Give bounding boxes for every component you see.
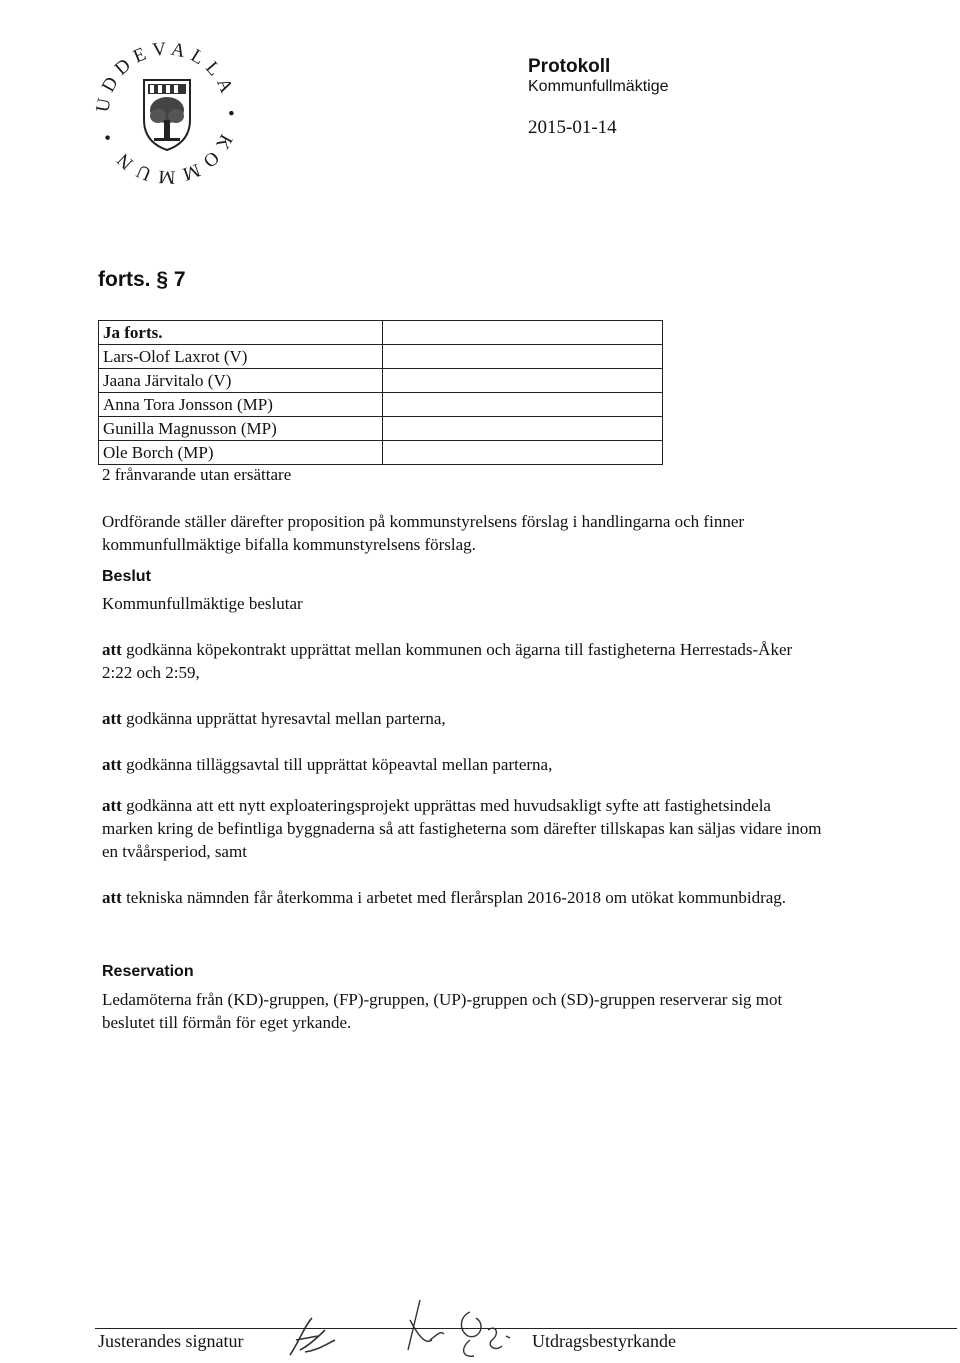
decision-item: [102, 638, 822, 684]
vote-value-cell: [383, 393, 663, 417]
vote-value-cell: [383, 441, 663, 465]
beslut-intro: Kommunfullmäktige beslutar: [102, 594, 303, 613]
beslut-heading: Beslut: [102, 568, 151, 585]
vote-name-cell: Ja forts.: [99, 321, 383, 345]
att-keyword: att: [102, 796, 122, 815]
att-keyword: att: [102, 709, 122, 728]
signature-line: [95, 1328, 957, 1329]
decision-item: [102, 794, 822, 863]
decision-item: [102, 753, 822, 776]
svg-text:UDDEVALLA • KOMMUN •: UDDEVALLA • KOMMUN •: [92, 38, 242, 188]
decision-text: godkänna köpekontrakt upprättat mellan kommunen och ägarna till fastigheterna Herrestads-Åker 2:22 och 2:59,: [102, 640, 793, 682]
vote-name-cell: Jaana Järvitalo (V): [99, 369, 383, 393]
vote-name-cell: Lars-Olof Laxrot (V): [99, 345, 383, 369]
absent-note: 2 frånvarande utan ersättare: [102, 465, 292, 484]
att-keyword: att: [102, 640, 122, 659]
utdragsbestyrkande-label: Utdragsbestyrkande: [532, 1331, 676, 1351]
reservation-text: Ledamöterna från (KD)-gruppen, (FP)-gruppen, (UP)-gruppen och (SD)-gruppen reserverar sig mot beslutet till förmån för eget yrkande.: [102, 990, 783, 1032]
table-row: [99, 441, 663, 465]
reservation-heading: Reservation: [102, 963, 194, 980]
document-type-title: Protokoll: [528, 56, 611, 77]
table-row: [99, 393, 663, 417]
table-row: [99, 369, 663, 393]
vote-value-cell: [383, 345, 663, 369]
vote-value-cell: [383, 369, 663, 393]
att-keyword: att: [102, 755, 122, 774]
section-heading: forts. § 7: [98, 268, 186, 291]
justerandes-signatur-label: Justerandes signatur: [98, 1331, 244, 1351]
table-row: [99, 321, 663, 345]
decision-text: godkänna att ett nytt exploateringsprojekt upprättas med huvudsakligt syfte att fastighetsindela marken kring de befintliga byggnaderna så att fastigheterna som därefter tillskapas kan säljas vidare inom en tvåårsperiod, samt: [102, 796, 822, 861]
decision-item: [102, 886, 822, 909]
committee-name: Kommunfullmäktige: [528, 78, 669, 95]
table-row: [99, 345, 663, 369]
proposition-paragraph: Ordförande ställer därefter proposition på kommunstyrelsens förslag i handlingarna och finner kommunfullmäktige bifalla kommunstyrelsens förslag.: [102, 512, 745, 554]
vote-value-cell: [383, 321, 663, 345]
att-keyword: att: [102, 888, 122, 907]
municipal-seal-logo: [92, 38, 242, 188]
vote-name-cell: Anna Tora Jonsson (MP): [99, 393, 383, 417]
meeting-date: 2015-01-14: [528, 117, 617, 138]
decision-text: tekniska nämnden får återkomma i arbetet med flerårsplan 2016-2018 om utökat kommunbidrag.: [121, 888, 787, 907]
vote-name-cell: Ole Borch (MP): [99, 441, 383, 465]
decision-text: godkänna tilläggsavtal till upprättat köpeavtal mellan parterna,: [121, 755, 553, 774]
decision-text: godkänna upprättat hyresavtal mellan parterna,: [121, 709, 446, 728]
vote-value-cell: [383, 417, 663, 441]
vote-name-cell: Gunilla Magnusson (MP): [99, 417, 383, 441]
table-row: [99, 417, 663, 441]
vote-table: [98, 320, 663, 465]
decision-item: [102, 707, 822, 730]
